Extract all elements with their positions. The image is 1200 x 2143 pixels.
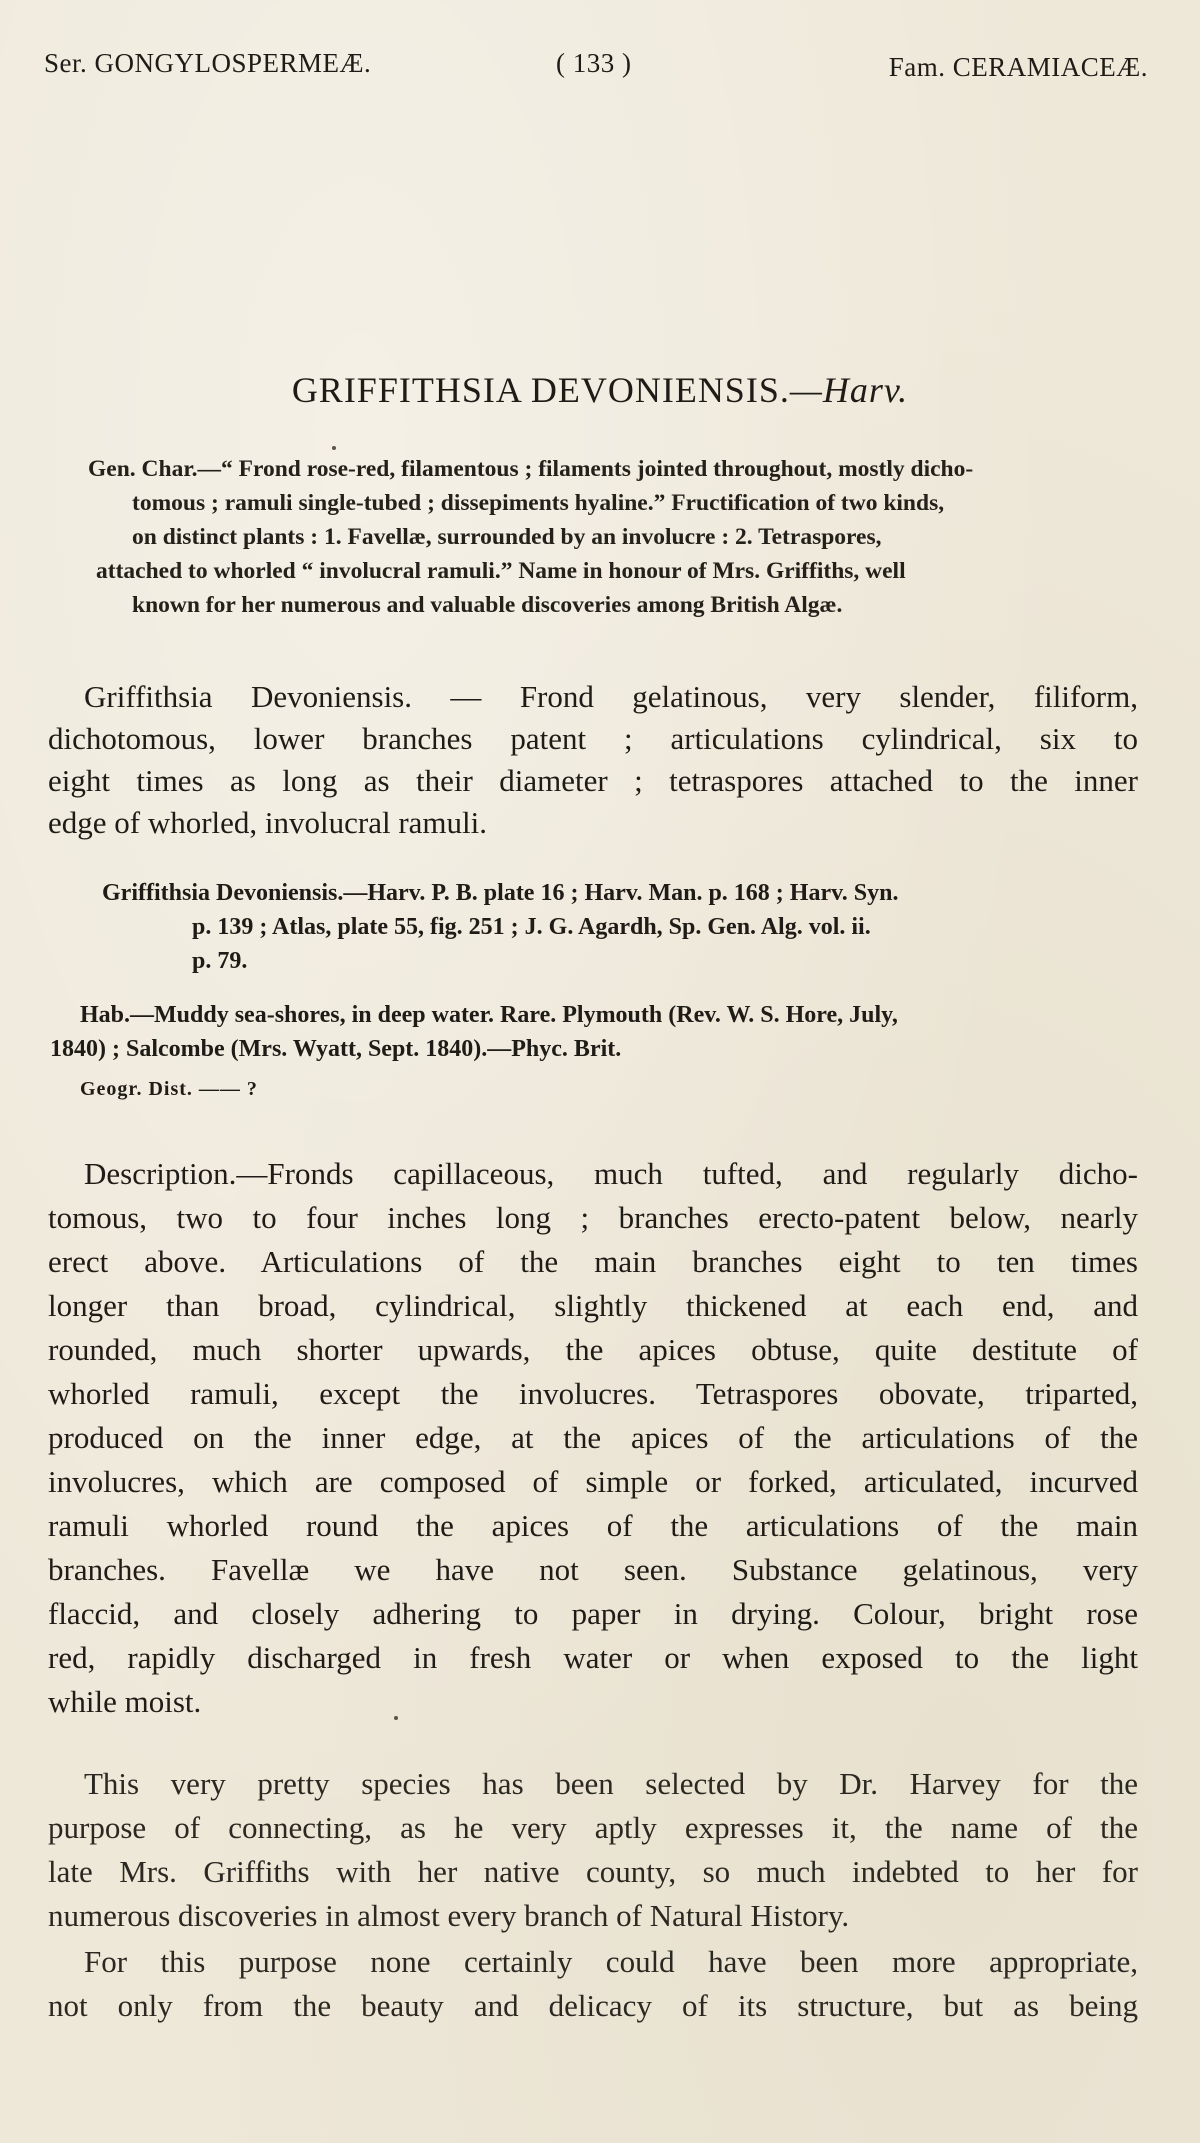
closing-line: not only from the beauty and delicacy of its structure, but as being [48, 1988, 1138, 2023]
species-title [0, 369, 1200, 411]
gen-char-line: tomous ; ramuli single-tubed ; dissepiments hyaline.” Fructification of two kinds, [132, 490, 945, 516]
description-line: longer than broad, cylindrical, slightly thickened at each end, and [48, 1288, 1138, 1323]
synonymy [102, 876, 1142, 978]
print-speck [394, 1716, 398, 1720]
description-line: while moist. [48, 1684, 202, 1719]
description-line: red, rapidly discharged in fresh water or when exposed to the light [48, 1640, 1138, 1675]
gen-char-line: Gen. Char.—“ Frond rose-red, filamentous ; filaments jointed throughout, mostly dicho- [88, 456, 974, 482]
page-number: ( 133 ) [556, 48, 632, 78]
closing-line: For this purpose none certainly could have been more appropriate, [84, 1944, 1138, 1979]
running-head-family: Fam. CERAMIACEÆ. [888, 52, 1148, 82]
species-title-author: —Harv. [789, 370, 909, 410]
synonymy-line: Griffithsia Devoniensis.—Harv. P. B. plate 16 ; Harv. Man. p. 168 ; Harv. Syn. [102, 880, 899, 906]
diagnosis-line: Griffithsia Devoniensis. — Frond gelatinous, very slender, filiform, [84, 679, 1138, 714]
species-title-name: GRIFFITHSIA DEVONIENSIS. [291, 370, 790, 410]
habitat [50, 998, 1140, 1066]
description-paragraph [48, 1152, 1138, 1724]
diagnosis-line: dichotomous, lower branches patent ; articulations cylindrical, six to [48, 721, 1138, 756]
description-line: whorled ramuli, except the involucres. Tetraspores obovate, triparted, [48, 1376, 1138, 1411]
diagnosis-line: eight times as long as their diameter ; tetraspores attached to the inner [48, 763, 1138, 798]
species-diagnosis [48, 676, 1138, 844]
habitat-line: 1840) ; Salcombe (Mrs. Wyatt, Sept. 1840).—Phyc. Brit. [50, 1036, 622, 1062]
habitat-line: Hab.—Muddy sea-shores, in deep water. Rare. Plymouth (Rev. W. S. Hore, July, [80, 1002, 898, 1028]
description-line: ramuli whorled round the apices of the articulations of the main [48, 1508, 1138, 1543]
gen-char-line: on distinct plants : 1. Favellæ, surrounded by an involucre : 2. Tetraspores, [132, 524, 882, 550]
gen-char-line: attached to whorled “ involucral ramuli.” Name in honour of Mrs. Griffiths, well [96, 558, 906, 584]
closing-paragraph [48, 1762, 1138, 2028]
closing-line: late Mrs. Griffiths with her native county, so much indebted to her for [48, 1854, 1138, 1889]
gen-char-line: known for her numerous and valuable discoveries among British Algæ. [132, 592, 843, 618]
description-line: tomous, two to four inches long ; branches erecto-patent below, nearly [48, 1200, 1138, 1235]
description-line: rounded, much shorter upwards, the apices obtuse, quite destitute of [48, 1332, 1138, 1367]
running-head [44, 48, 1148, 88]
description-line: branches. Favellæ we have not seen. Substance gelatinous, very [48, 1552, 1138, 1587]
generic-character [88, 452, 1140, 622]
description-line: erect above. Articulations of the main branches eight to ten times [48, 1244, 1138, 1279]
closing-line: numerous discoveries in almost every branch of Natural History. [48, 1898, 850, 1933]
description-line: flaccid, and closely adhering to paper in drying. Colour, bright rose [48, 1596, 1138, 1631]
closing-line: purpose of connecting, as he very aptly expresses it, the name of the [48, 1810, 1138, 1845]
description-line: Description.—Fronds capillaceous, much tufted, and regularly dicho- [84, 1156, 1138, 1191]
geographic-distribution: Geogr. Dist. —— ? [80, 1078, 258, 1100]
print-speck [332, 446, 336, 450]
synonymy-line: p. 79. [192, 948, 248, 974]
closing-line: This very pretty species has been selected by Dr. Harvey for the [84, 1766, 1138, 1801]
diagnosis-line: edge of whorled, involucral ramuli. [48, 805, 488, 840]
running-head-series: Ser. GONGYLOSPERMEÆ. [44, 48, 372, 78]
description-line: involucres, which are composed of simple or forked, articulated, incurved [48, 1464, 1138, 1499]
description-line: produced on the inner edge, at the apices of the articulations of the [48, 1420, 1138, 1455]
synonymy-line: p. 139 ; Atlas, plate 55, fig. 251 ; J. G. Agardh, Sp. Gen. Alg. vol. ii. [192, 914, 871, 940]
